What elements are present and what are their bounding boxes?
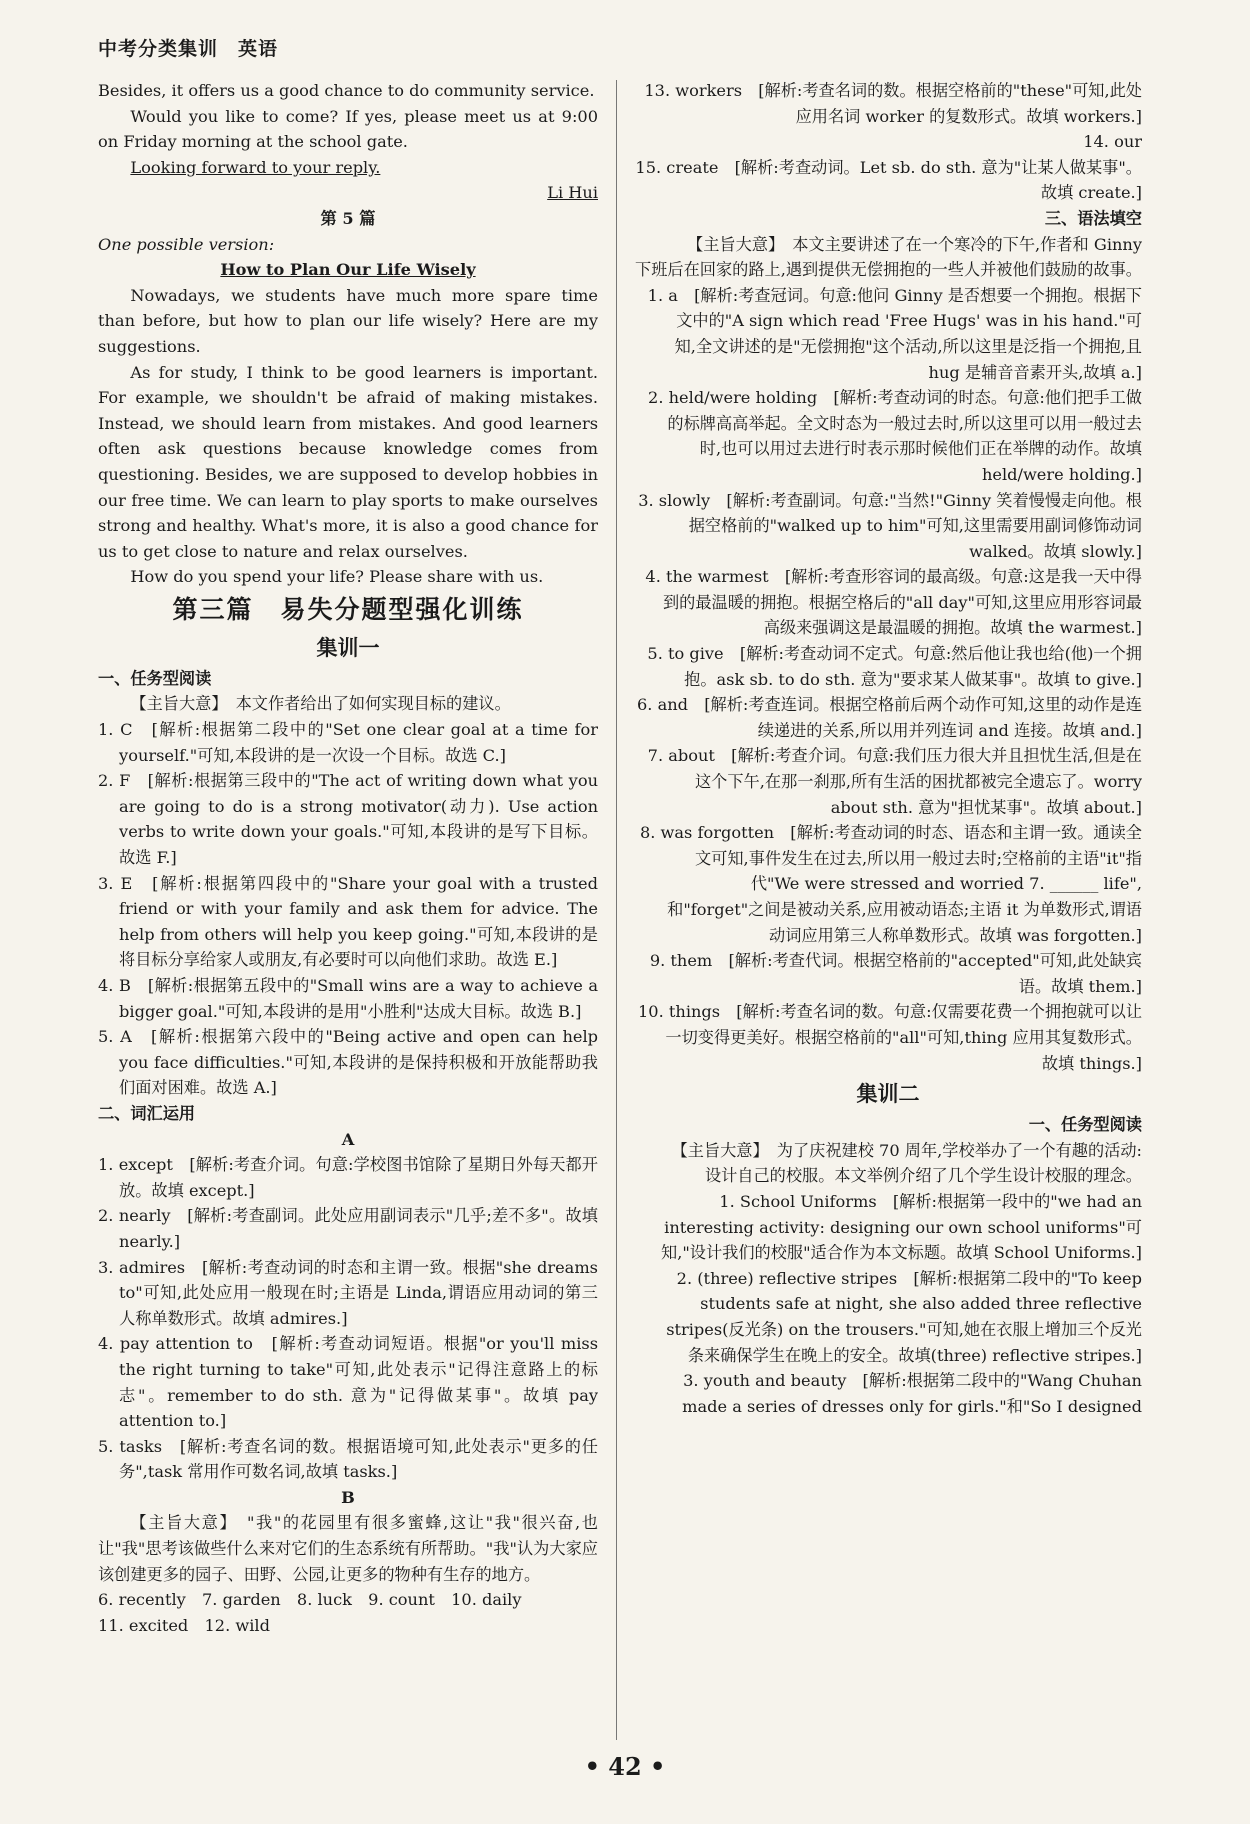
answer-item: 3. youth and beauty [解析:根据第二段中的"Wang Chuhan made a series of dresses only for girls."和"So I designed [682, 1371, 1142, 1416]
answer-item: 13. workers [解析:考查名词的数。根据空格前的"these"可知,此处应用名词 worker 的复数形式。故填 workers.] [644, 81, 1142, 126]
answer-item: 9. them [解析:考查代词。根据空格前的"accepted"可知,此处缺宾语。故填 them.] [649, 951, 1142, 996]
main-idea: 【主旨大意】 本文主要讲述了在一个寒冷的下午,作者和 Ginny 下班后在回家的路上,遇到提供无偿拥抱的一些人并被他们鼓励的故事。 [635, 234, 1142, 280]
answer-item: 5. tasks [解析:考查名词的数。根据语境可知,此处表示"更多的任务",task 常用作可数名词,故填 tasks.] [98, 1436, 598, 1482]
answer-item: 6. and [解析:考查连词。根据空格前后两个动作可知,这里的动作是连续递进的关系,所以用并列连词 and 连接。故填 and.] [636, 695, 1142, 740]
answer-item: 4. pay attention to [解析:考查动词短语。根据"or you'll miss the right turning to take"可知,此处表示"记得注意路上的标志"。remember to do sth. 意为"记得做某事"。故填 pay attention to.] [98, 1334, 598, 1431]
answer-item: 1. School Uniforms [解析:根据第一段中的"we had an interesting activity: designing our own school uniforms"可知,"设计我们的校服"适合作为本文标题。故填 School Uniforms.] [661, 1191, 1142, 1263]
book-header: 中考分类集训 英语 [98, 38, 279, 60]
essay-number: 第 5 篇 [320, 208, 376, 228]
answer-item: 2. (three) reflective stripes [解析:根据第二段中的"To keep students safe at night, she also added three reflective stripes(反光条) on the trousers."可知,她在衣服上增加三个反光条来确保学生在晚上的安全。故填(three) reflective stripes.] [666, 1268, 1142, 1365]
answer-item: 15. create [解析:考查动词。Let sb. do sth. 意为"让某人做某事"。故填 create.] [635, 157, 1142, 203]
answer-item: 3. slowly [解析:考查副词。句意:"当然!"Ginny 笑着慢慢走向他。根据空格前的"walked up to him"可知,这里需要用副词修饰动词 walked。故填 slowly.] [638, 490, 1142, 561]
letter-closing: Looking forward to your reply. [130, 157, 381, 177]
set-title: 集训二 [856, 1081, 920, 1107]
essay-paragraph: Nowadays, we students have much more spare time than before, but how to plan our life wisely? Here are my suggestions. [98, 285, 598, 356]
set-title: 集训一 [316, 634, 380, 660]
essay-paragraph: How do you spend your life? Please share with us. [130, 567, 544, 587]
answer-item: 1. a [解析:考查冠词。句意:他问 Ginny 是否想要一个拥抱。根据下文中的"A sign which read 'Free Hugs' was in his hand."可知,全文讲述的是"无偿拥抱"这个活动,所以这里是泛指一个拥抱,且 hug 是辅音音素开头,故填 a.] [647, 285, 1142, 382]
section-heading: 三、语法填空 [1044, 208, 1142, 228]
subsection-label: B [341, 1487, 355, 1507]
essay-title: How to Plan Our Life Wisely [220, 260, 476, 280]
essay-paragraph: As for study, I think to be good learners is important. For example, we shouldn't be afraid of making mistakes. Instead, we should learn from mistakes. And good learners often ask questions because knowledge comes from questioning. Besides, we are supposed to develop hobbies in our free time. We can learn to play sports to make ourselves strong and healthy. What's more, it is also a good chance for us to get close to nature and relax ourselves. [98, 362, 598, 561]
answer-item: 3. E [解析:根据第四段中的"Share your goal with a trusted friend or with your family and ask them for advice. The help from others will help you keep going."可知,本段讲的是将目标分享给家人或朋友,有必要时可以向他们求助。故选 E.] [98, 873, 598, 970]
answer-item: 1. C [解析:根据第二段中的"Set one clear goal at a time for yourself."可知,本段讲的是一次设一个目标。故选 C.] [98, 720, 598, 765]
letter-paragraph: Besides, it offers us a good chance to do community service. [98, 81, 595, 100]
left-column [98, 78, 598, 1638]
answer-item: 10. things [解析:考查名词的数。句意:仅需要花费一个拥抱就可以让一切变得更美好。根据空格前的"all"可知,thing 应用其复数形式。故填 things.] [638, 1002, 1142, 1073]
part-title: 第三篇 易失分题型强化训练 [172, 594, 524, 624]
section-heading: 一、任务型阅读 [1028, 1115, 1142, 1135]
answer-item: 2. F [解析:根据第三段中的"The act of writing down what you are going to do is a strong motivator(动力). Use action verbs to write down your goals."可知,本段讲的是写下目标。故选 F.] [98, 771, 598, 868]
answer-row: 6. recently 7. garden 8. luck 9. count 10. daily [98, 1590, 522, 1610]
answer-item: 5. to give [解析:考查动词不定式。句意:然后他让我也给(他)一个拥抱。ask sb. to do sth. 意为"要求某人做某事"。故填 to give.] [647, 644, 1142, 689]
answer-item: 14. our [1083, 132, 1142, 152]
letter-signature: Li Hui [547, 183, 598, 203]
answer-item: 4. the warmest [解析:考查形容词的最高级。句意:这是我一天中得到的最温暖的拥抱。根据空格后的"all day"可知,这里应用形容词最高级来强调这是最温暖的拥抱。故填 the warmest.] [645, 567, 1142, 638]
answer-item: 8. was forgotten [解析:考查动词的时态、语态和主谓一致。通读全文可知,事件发生在过去,所以用一般过去时;空格前的主语"it"指代"We were stressed and worried 7. ______ life",和"forget"之间是被动关系,应用被动语态;主语 it 为单数形式,谓语动词应用第三人称单数形式。故填 was forgotten.] [639, 823, 1142, 945]
main-idea: 【主旨大意】 "我"的花园里有很多蜜蜂,这让"我"很兴奋,也让"我"思考该做些什么来对它们的生态系统有所帮助。"我"认为大家应该创建更多的园子、田野、公园,让更多的物种有生存的地方。 [98, 1513, 598, 1584]
main-idea: 【主旨大意】 本文作者给出了如何实现目标的建议。 [130, 694, 511, 714]
main-idea: 【主旨大意】 为了庆祝建校 70 周年,学校举办了一个有趣的活动:设计自己的校服。本文举例介绍了几个学生设计校服的理念。 [671, 1140, 1142, 1186]
answer-item: 4. B [解析:根据第五段中的"Small wins are a way to achieve a bigger goal."可知,本段讲的是用"小胜利"达成大目标。故选 B.] [98, 976, 598, 1021]
answer-item: 2. nearly [解析:考查副词。此处应用副词表示"几乎;差不多"。故填 nearly.] [98, 1206, 598, 1251]
page-number: • 42 • [584, 1752, 666, 1781]
right-column [634, 78, 1142, 1419]
section-heading: 二、词汇运用 [98, 1103, 196, 1123]
letter-paragraph: Would you like to come? If yes, please meet us at 9:00 on Friday morning at the school gate. [98, 106, 598, 152]
answer-item: 7. about [解析:考查介词。句意:我们压力很大并且担忧生活,但是在这个下午,在那一刹那,所有生活的困扰都被完全遗忘了。worry about sth. 意为"担忧某事"。故填 about.] [647, 746, 1142, 817]
answer-item: 1. except [解析:考查介词。句意:学校图书馆除了星期日外每天都开放。故填 except.] [98, 1155, 598, 1200]
answer-item: 3. admires [解析:考查动词的时态和主谓一致。根据"she dreams to"可知,此处应用一般现在时;主语是 Linda,谓语应用动词的第三人称单数形式。故填 admires.] [98, 1257, 598, 1328]
subsection-label: A [341, 1129, 355, 1149]
column-divider [616, 80, 617, 1740]
answer-row: 11. excited 12. wild [98, 1615, 270, 1635]
section-heading: 一、任务型阅读 [98, 668, 212, 688]
version-label: One possible version: [98, 234, 275, 254]
answer-item: 5. A [解析:根据第六段中的"Being active and open can help you face difficulties."可知,本段讲的是保持积极和开放能帮助我们面对困难。故选 A.] [98, 1027, 598, 1098]
answer-item: 2. held/were holding [解析:考查动词的时态。句意:他们把手工做的标牌高高举起。全文时态为一般过去时,所以这里可以用一般过去时,也可以用过去进行时表示那时候他们正在举牌的动作。故填 held/were holding.] [648, 388, 1142, 484]
